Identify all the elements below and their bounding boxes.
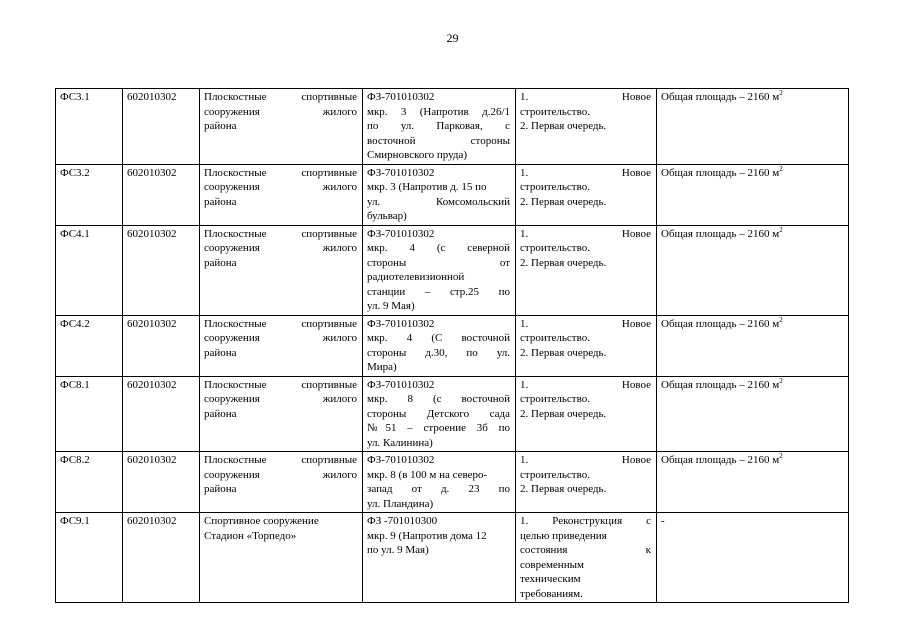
facility-name-line: сооружения жилого (204, 332, 357, 344)
works-type-line: строительство. (520, 181, 590, 193)
facility-code: ФС4.1 (60, 227, 90, 240)
facility-name-line: сооружения жилого (204, 468, 357, 481)
works-type-line: требованиям. (520, 587, 583, 600)
facility-address-line: ул. Комсомольский (367, 195, 510, 208)
classifier-code: 602010302 (127, 166, 177, 179)
works-type-line: 2. Первая очередь. (520, 346, 607, 359)
works-type-line: 2. Первая очередь. (520, 120, 607, 132)
parameter-unit-superscript: 2 (779, 315, 783, 324)
facility-address-line: ФЗ-701010302 (367, 454, 435, 466)
facility-name-line: района (204, 483, 237, 495)
works-type-line: строительство. (520, 468, 590, 481)
classifier-code: 602010302 (127, 454, 177, 466)
facility-address-line: ФЗ -701010300 (367, 515, 438, 527)
facility-address-line: стороны Детского сада (367, 407, 510, 420)
parameter-cell (657, 225, 849, 315)
works-type-cell (516, 513, 657, 603)
facility-name-cell (200, 452, 363, 513)
parameter-cell (657, 89, 849, 165)
facility-code-cell (56, 452, 123, 513)
facility-address-line: Мира) (367, 361, 397, 373)
facility-address-line: ФЗ-701010302 (367, 166, 435, 179)
facility-address-line: мкр. 9 (Напротив дома 12 (367, 529, 487, 542)
table-row (56, 315, 849, 376)
facility-address-line: стороны от (367, 256, 510, 269)
facility-code: ФС8.1 (60, 378, 90, 391)
facility-name-line: района (204, 256, 237, 269)
parameter-unit-superscript: 2 (779, 452, 783, 460)
facility-code-cell (56, 89, 123, 165)
parameter-value: Общая площадь – 2160 м (661, 317, 780, 330)
works-type-line: 1. Новое (520, 378, 651, 391)
works-type-line: 1. Новое (520, 166, 651, 179)
facility-code: ФС3.1 (60, 91, 90, 103)
facility-address-line: мкр. 4 (с северной (367, 242, 510, 254)
facility-name-line: сооружения жилого (204, 393, 357, 405)
works-type-line: 2. Первая очередь. (520, 407, 607, 420)
works-type-cell (516, 315, 657, 376)
table-row (56, 225, 849, 315)
facility-name-cell (200, 89, 363, 165)
facility-address-line: мкр. 3 (Напротив д. 15 по (367, 181, 487, 193)
facility-address-line: стороны д.30, по ул. (367, 346, 510, 359)
classifier-code-cell (123, 315, 200, 376)
facility-address-cell (363, 452, 516, 513)
works-type-line: целью приведения (520, 529, 607, 542)
facility-address-line: бульвар) (367, 210, 407, 222)
facility-code-cell (56, 164, 123, 225)
facility-address-line: мкр. 3 (Напротив д.26/1 (367, 105, 510, 118)
facility-name-line: Стадион «Торпедо» (204, 529, 297, 542)
facility-name-line: района (204, 407, 237, 420)
page-number: 29 (446, 31, 459, 45)
facility-code: ФС8.2 (60, 454, 90, 466)
facility-name-line: Плоскостные спортивные (204, 378, 357, 391)
works-type-line: строительство. (520, 332, 590, 344)
parameter-value: Общая площадь – 2160 м (661, 227, 780, 240)
facility-name-line: района (204, 346, 237, 359)
works-type-line: строительство. (520, 242, 590, 254)
works-type-line: 1. Новое (520, 227, 651, 240)
facility-address-line: восточной стороны (367, 134, 510, 147)
facility-address-line: ФЗ-701010302 (367, 91, 435, 103)
works-type-line: современным (520, 558, 584, 571)
facility-address-cell (363, 315, 516, 376)
facilities-table-body (56, 89, 849, 603)
works-type-cell (516, 225, 657, 315)
table-row (56, 164, 849, 225)
works-type-line: 1. Новое (520, 317, 651, 330)
facility-code: ФС9.1 (60, 515, 90, 527)
facility-address-line: ФЗ-701010302 (367, 227, 435, 240)
parameter-cell (657, 315, 849, 376)
facility-code-cell (56, 376, 123, 452)
facility-name-line: Плоскостные спортивные (204, 166, 357, 179)
facility-name-line: района (204, 195, 237, 208)
facility-address-cell (363, 513, 516, 603)
facility-name-cell (200, 315, 363, 376)
table-row (56, 376, 849, 452)
classifier-code-cell (123, 376, 200, 452)
classifier-code-cell (123, 452, 200, 513)
facility-address-cell (363, 225, 516, 315)
works-type-line: состояния к (520, 544, 651, 556)
works-type-cell (516, 164, 657, 225)
facility-code: ФС4.2 (60, 317, 90, 330)
classifier-code-cell (123, 89, 200, 165)
parameter-value: Общая площадь – 2160 м (661, 454, 780, 466)
facility-code-cell (56, 513, 123, 603)
facility-code-cell (56, 225, 123, 315)
classifier-code: 602010302 (127, 317, 177, 330)
works-type-line: 2. Первая очередь. (520, 256, 607, 269)
works-type-line: 1. Новое (520, 454, 651, 466)
works-type-cell (516, 452, 657, 513)
facility-address-line: ФЗ-701010302 (367, 378, 435, 391)
parameter-unit-superscript: 2 (779, 89, 783, 97)
facility-name-line: Плоскостные спортивные (204, 317, 357, 330)
table-row (56, 89, 849, 165)
parameter-value: - (661, 515, 665, 527)
parameter-value: Общая площадь – 2160 м (661, 166, 780, 179)
classifier-code: 602010302 (127, 227, 177, 240)
facility-address-line: запад от д. 23 по (367, 483, 510, 495)
classifier-code-cell (123, 225, 200, 315)
parameter-unit-superscript: 2 (779, 376, 783, 385)
facility-name-cell (200, 513, 363, 603)
works-type-line: 2. Первая очередь. (520, 483, 607, 495)
parameter-value: Общая площадь – 2160 м (661, 91, 780, 103)
facility-address-line: станции – стр.25 по (367, 285, 510, 298)
facility-address-line: ул. Калинина) (367, 436, 433, 449)
facility-address-line: №51 – строение 3б по (367, 422, 510, 434)
works-type-line: техническим (520, 573, 581, 585)
facility-code-cell (56, 315, 123, 376)
facilities-table (55, 88, 849, 603)
facility-name-line: Плоскостные спортивные (204, 91, 357, 103)
parameter-cell (657, 452, 849, 513)
facility-address-line: ФЗ-701010302 (367, 317, 435, 330)
facility-code: ФС3.2 (60, 166, 90, 179)
works-type-line: 1. Новое (520, 91, 651, 103)
works-type-cell (516, 376, 657, 452)
facility-name-line: сооружения жилого (204, 242, 357, 254)
works-type-line: 1. Реконструкция с (520, 515, 651, 527)
facility-name-line: сооружения жилого (204, 181, 357, 193)
parameter-unit-superscript: 2 (779, 225, 783, 234)
parameter-cell (657, 164, 849, 225)
facility-address-line: Смирновского пруда) (367, 149, 468, 161)
facility-name-line: района (204, 120, 237, 132)
facility-address-cell (363, 164, 516, 225)
facility-address-line: мкр. 8 (с восточной (367, 393, 510, 405)
classifier-code: 602010302 (127, 378, 177, 391)
facility-name-line: сооружения жилого (204, 105, 357, 118)
facility-address-cell (363, 89, 516, 165)
classifier-code: 602010302 (127, 515, 177, 527)
facility-name-cell (200, 225, 363, 315)
parameter-cell (657, 376, 849, 452)
facility-address-line: ул. Пландина) (367, 497, 434, 510)
parameter-unit-superscript: 2 (779, 164, 783, 173)
parameter-cell (657, 513, 849, 603)
facility-name-cell (200, 164, 363, 225)
works-type-cell (516, 89, 657, 165)
classifier-code: 602010302 (127, 91, 177, 103)
facility-address-line: по ул. 9 Мая) (367, 544, 429, 556)
works-type-line: строительство. (520, 105, 590, 118)
facility-name-line: Спортивное сооружение (204, 515, 319, 527)
facility-address-line: радиотелевизионной (367, 271, 465, 283)
parameter-value: Общая площадь – 2160 м (661, 378, 780, 391)
facility-address-cell (363, 376, 516, 452)
classifier-code-cell (123, 513, 200, 603)
facility-name-cell (200, 376, 363, 452)
works-type-line: 2. Первая очередь. (520, 195, 607, 208)
table-row (56, 513, 849, 603)
facility-name-line: Плоскостные спортивные (204, 454, 357, 466)
table-row (56, 452, 849, 513)
works-type-line: строительство. (520, 393, 590, 405)
classifier-code-cell (123, 164, 200, 225)
facility-address-line: мкр. 4 (С восточной (367, 332, 510, 344)
facility-address-line: ул. 9 Мая) (367, 300, 415, 312)
facility-address-line: мкр. 8 (в 100 м на северо- (367, 468, 488, 481)
facility-address-line: по ул. Парковая, с (367, 120, 510, 132)
facility-name-line: Плоскостные спортивные (204, 227, 357, 240)
